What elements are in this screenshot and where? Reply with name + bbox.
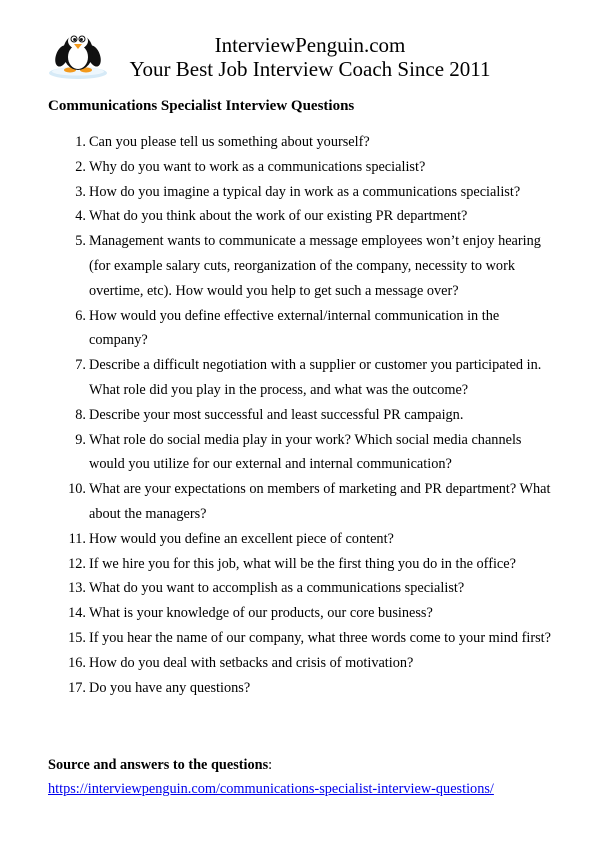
- question-text: How do you deal with setbacks and crisis of motivation?: [89, 654, 414, 671]
- question-text: What is your knowledge of our products, our core business?: [89, 605, 433, 622]
- question-number: 9.: [75, 431, 86, 448]
- question-text: What do you want to accomplish as a communications specialist?: [89, 580, 465, 597]
- question-item: [48, 651, 558, 676]
- source-label: Source and answers to the questions: [48, 757, 269, 773]
- question-text: How would you define an excellent piece of content?: [89, 530, 394, 547]
- question-item: [48, 180, 558, 205]
- source-link[interactable]: https://interviewpenguin.com/communications-specialist-interview-questions/: [48, 781, 494, 797]
- question-item: [48, 576, 558, 601]
- question-item: [48, 204, 558, 229]
- question-item: [48, 527, 558, 552]
- question-text: Why do you want to work as a communications specialist?: [89, 158, 426, 175]
- question-number: 10.: [68, 481, 86, 498]
- question-number: 5.: [75, 233, 86, 250]
- question-item: [48, 353, 558, 403]
- penguin-logo: [48, 24, 112, 80]
- question-text: Can you please tell us something about yourself?: [89, 134, 370, 150]
- question-text: Do you have any questions?: [89, 679, 251, 696]
- question-text: What do you think about the work of our existing PR department?: [89, 208, 468, 225]
- question-text: Management wants to communicate a message employees won’t enjoy hearing (for example salary cuts, reorganization of the company, necessity to work overtime, etc). How would you help to get such a message over?: [89, 233, 541, 299]
- question-number: 15.: [68, 629, 86, 646]
- source-label-colon: :: [268, 757, 273, 773]
- question-text: How do you imagine a typical day in work as a communications specialist?: [89, 183, 521, 200]
- question-number: 12.: [68, 555, 86, 572]
- question-number: 16.: [68, 654, 86, 671]
- question-item: [48, 477, 558, 527]
- penguin-icon: [48, 24, 112, 80]
- question-item: [48, 130, 558, 155]
- question-number: 3.: [75, 183, 86, 200]
- question-item: [48, 552, 558, 577]
- question-number: 1.: [75, 134, 86, 150]
- question-item: [48, 601, 558, 626]
- question-text: Describe your most successful and least successful PR campaign.: [89, 406, 464, 423]
- question-item: [48, 676, 558, 701]
- question-number: 6.: [75, 307, 86, 324]
- question-number: 11.: [68, 530, 86, 547]
- question-text: How would you define effective external/internal communication in the company?: [89, 307, 500, 349]
- source-label-line: [48, 755, 272, 775]
- question-text: Describe a difficult negotiation with a supplier or customer you participated in. What role did you play in the process, and what was the outcome?: [89, 357, 542, 398]
- question-text: What role do social media play in your work? Which social media channels would you utilize for our external and internal communication?: [89, 431, 522, 473]
- question-list: [48, 130, 558, 700]
- question-item: [48, 304, 558, 354]
- question-item: [48, 403, 558, 428]
- site-tagline: Your Best Job Interview Coach Since 2011: [129, 57, 491, 81]
- question-item: [48, 229, 558, 303]
- question-number: 14.: [68, 605, 86, 622]
- question-number: 13.: [68, 580, 86, 597]
- question-text: If we hire you for this job, what will be the first thing you do in the office?: [89, 555, 516, 572]
- question-number: 17.: [68, 679, 86, 696]
- site-name: InterviewPenguin.com: [214, 33, 406, 57]
- question-text: If you hear the name of our company, what three words come to your mind first?: [89, 629, 551, 646]
- question-item: [48, 428, 558, 478]
- question-number: 8.: [75, 406, 86, 423]
- question-item: [48, 155, 558, 180]
- page-title: Communications Specialist Interview Questions: [48, 98, 355, 114]
- question-text: What are your expectations on members of marketing and PR department? What about the managers?: [89, 481, 551, 522]
- question-number: 2.: [75, 158, 86, 175]
- question-item: [48, 626, 558, 651]
- question-number: 4.: [75, 208, 86, 225]
- question-number: 7.: [75, 357, 86, 374]
